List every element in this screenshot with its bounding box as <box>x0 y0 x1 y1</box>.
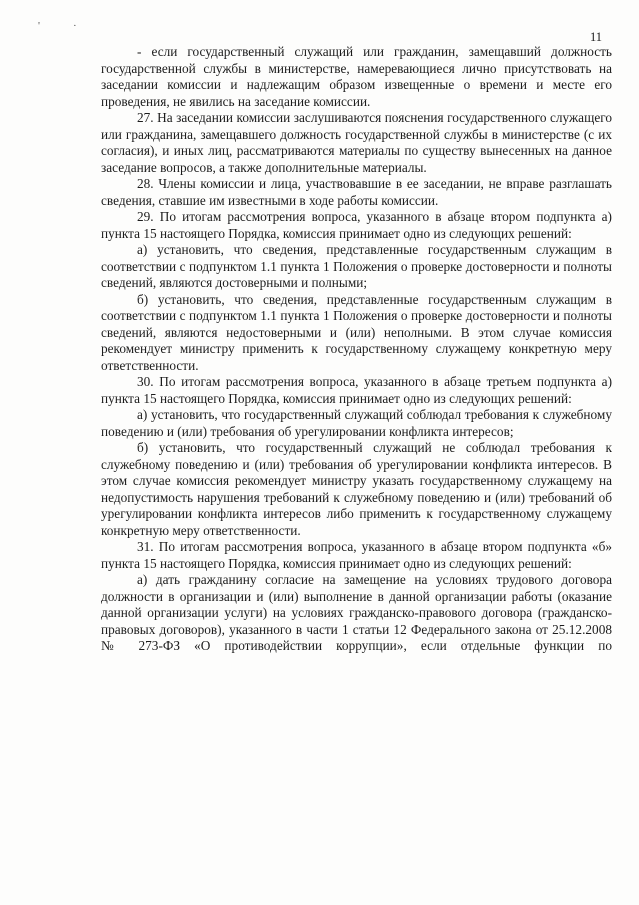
paragraph: 29. По итогам рассмотрения вопроса, указанного в абзаце втором подпункта а) пункта 15 настоящего Порядка, комиссия принимает одно из следующих решений: <box>101 209 612 241</box>
document-body <box>101 44 612 655</box>
paragraph: а) установить, что государственный служащий соблюдал требования к служебному поведению и (или) требования об урегулировании конфликта интересов; <box>101 407 612 439</box>
paragraph: 28. Члены комиссии и лица, участвовавшие в ее заседании, не вправе разглашать сведения, ставшие им известными в ходе работы комиссии. <box>101 176 612 208</box>
paragraph: б) установить, что государственный служащий не соблюдал требования к служебному поведению и (или) требования об урегулировании конфликта интересов. В этом случае комиссия рекомендует министру указать государственному служащему на недопустимость нарушения требований к служебному поведению и (или) требований об урегулировании конфликта интересов либо применить к государственному служащему конкретную меру ответственности. <box>101 440 612 538</box>
paragraph: а) установить, что сведения, представленные государственным служащим в соответствии с подпунктом 1.1 пункта 1 Положения о проверке достоверности и полноты сведений, являются достоверными и полными; <box>101 242 612 290</box>
paragraph: 27. На заседании комиссии заслушиваются пояснения государственного служащего или гражданина, замещавшего должность государственной службы в министерстве (с их согласия), и иных лиц, рассматриваются материалы по существу вынесенных на данное заседание вопросов, а также дополнительные материалы. <box>101 110 612 175</box>
scan-mark: ' <box>38 20 40 32</box>
paragraph: а) дать гражданину согласие на замещение на условиях трудового договора должности в организации и (или) выполнение в данной организации работы (оказание данной организации услуги) на условиях гражданско-правового договора (гражданско-правовых договоров), указанного в части 1 статьи 12 Федерального закона от 25.12.2008 № 273-ФЗ «О противодействии коррупции», если отдельные функции по <box>101 572 612 653</box>
paragraph: 30. По итогам рассмотрения вопроса, указанного в абзаце третьем подпункта а) пункта 15 настоящего Порядка, комиссия принимает одно из следующих решений: <box>101 374 612 406</box>
scan-mark: · <box>73 20 77 32</box>
page-number: 11 <box>590 30 603 44</box>
paragraph: б) установить, что сведения, представленные государственным служащим в соответствии с подпунктом 1.1 пункта 1 Положения о проверке достоверности и полноты сведений, являются недостоверными и (или) неполными. В этом случае комиссия рекомендует министру применить к государственному служащему конкретную меру ответственности. <box>101 291 612 373</box>
paragraph: - если государственный служащий или гражданин, замещавший должность государственной службы в министерстве, намеревающиеся лично присутствовать на заседании комиссии и надлежащим образом извещенные о времени и месте его проведения, не явились на заседание комиссии. <box>101 44 612 109</box>
paragraph: 31. По итогам рассмотрения вопроса, указанного в абзаце втором подпункта «б» пункта 15 настоящего Порядка, комиссия принимает одно из следующих решений: <box>101 539 612 571</box>
